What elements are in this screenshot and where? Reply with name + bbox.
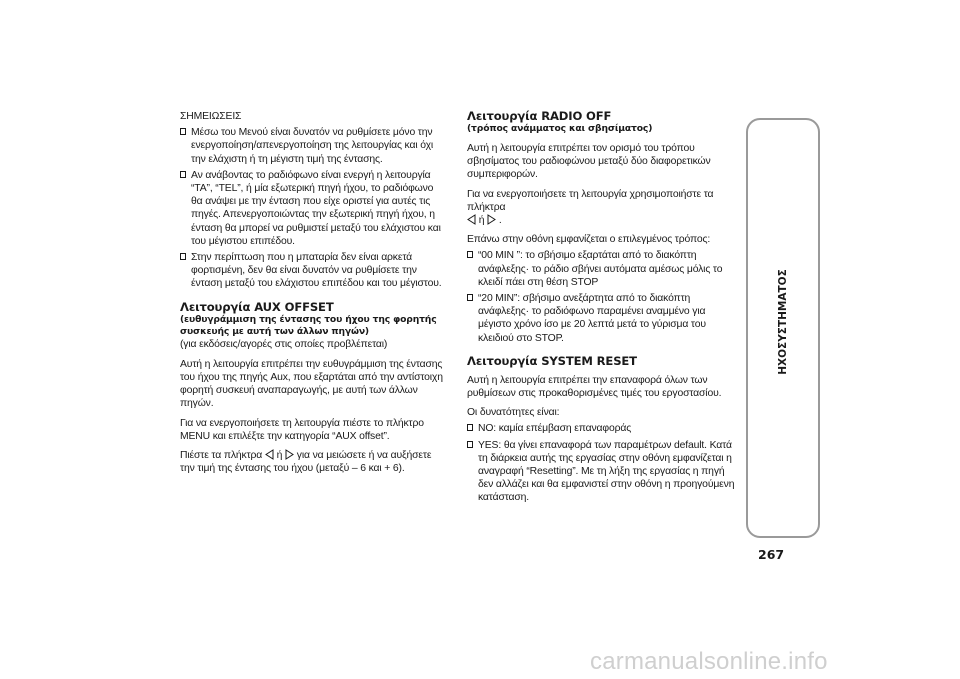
page-number: 267	[758, 547, 785, 562]
note-item: Αν ανάβοντας το ραδιόφωνο είναι ενεργή η λειτουργία “TA”, “TEL”, ή μία εξωτερική πηγή ήχου, το ραδιόφωνο θα ανάψει με την ένταση που είχε οριστεί για αυτές τις πηγές. Απενεργοποιώντας την εξωτερική πηγή ήχου, η ένταση θα μπορεί να ρυθμιστεί μεταξύ του ελάχιστου και του μέγιστου επιπέδου.	[180, 169, 447, 248]
aux-offset-paragraph: Πιέστε τα πλήκτρα ή για να μειώσετε ή να αυξήσετε την τιμή της έντασης του ήχου (μεταξύ – 6 και + 6).	[180, 450, 432, 475]
watermark: carmanualsonline.info	[590, 648, 828, 675]
note-item: Στην περίπτωση που η μπαταρία δεν είναι αρκετά φορτισμένη, δεν θα είναι δυνατόν να ρυθμίσετε την ένταση μεταξύ του ελάχιστου επιπέδου και του μέγιστου.	[180, 251, 447, 291]
radio-off-paragraph: Για να ενεργοποιήσετε τη λειτουργία χρησιμοποιήστε τα πλήκτρα ή .	[467, 188, 714, 227]
checkbox-bullet-icon	[467, 251, 473, 258]
left-arrow-key-icon	[265, 449, 274, 460]
aux-offset-availability: (για εκδόσεις/αγορές στις οποίες προβλέπεται)	[180, 338, 388, 350]
aux-offset-paragraph: Για να ενεργοποιήσετε τη λειτουργία πιέστε το πλήκτρο MENU και επιλέξτε την κατηγορία “AUX offset”.	[180, 417, 424, 442]
left-arrow-key-icon	[467, 214, 476, 225]
checkbox-bullet-icon	[467, 441, 473, 448]
right-arrow-key-icon	[285, 449, 294, 460]
aux-offset-heading: Λειτουργία AUX OFFSET	[180, 299, 334, 314]
system-reset-paragraph: Οι δυνατότητες είναι:	[467, 407, 560, 419]
note-item: Μέσω του Μενού είναι δυνατόν να ρυθμίσετε μόνο την ενεργοποίηση/απενεργοποίηση της λειτουργίας και όχι την ελάχιστη ή τη μέγιστη τιμή της έντασης.	[180, 126, 447, 166]
radio-option-item: “20 MIN”: σβήσιμο ανεξάρτητα από το διακόπτη ανάφλεξης· το ραδιόφωνο παραμένει αναμμένο για μέγιστο χρόνο ίσο με 20 λεπτά μετά το γύρισμα του κλειδιού στο STOP.	[467, 292, 735, 345]
radio-off-paragraph: Επάνω στην οθόνη εμφανίζεται ο επιλεγμένος τρόπος:	[467, 234, 711, 246]
left-column	[180, 110, 447, 481]
system-reset-paragraph: Αυτή η λειτουργία επιτρέπει την επαναφορά όλων των ρυθμίσεων στις προκαθορισμένες τιμές του εργοστασίου.	[467, 374, 722, 400]
aux-offset-paragraph: Αυτή η λειτουργία επιτρέπει την ευθυγράμμιση της έντασης του ήχου της πηγής Aux, που εξαρτάται από την αντίστοιχη φορητή συσκευή αναπαραγωγής, με αυτή των άλλων πηγών.	[180, 358, 443, 410]
checkbox-bullet-icon	[180, 253, 186, 260]
system-reset-heading: Λειτουργία SYSTEM RESET	[467, 353, 637, 368]
reset-option-item: NO: καμία επέμβαση επαναφοράς	[467, 422, 735, 435]
aux-offset-subheading: (ευθυγράμμιση της έντασης του ήχου της φορητής συσκευής με αυτή των άλλων πηγών)	[180, 313, 437, 337]
checkbox-bullet-icon	[180, 128, 186, 135]
section-tab-label: ΗΧΟΣΥΣΤΗΜΑΤΟΣ	[777, 269, 789, 375]
radio-off-subheading: (τρόπος ανάμματος και σβησίματος)	[467, 123, 653, 134]
radio-off-paragraph: Αυτή η λειτουργία επιτρέπει τον ορισμό του τρόπου σβησίματος του ραδιοφώνου μεταξύ δύο διαφορετικών συμπεριφορών.	[467, 143, 711, 181]
right-arrow-key-icon	[487, 214, 496, 225]
checkbox-bullet-icon	[467, 294, 473, 301]
notes-title: ΣΗΜΕΙΩΣΕΙΣ	[180, 111, 242, 122]
checkbox-bullet-icon	[467, 424, 473, 431]
radio-option-item: “00 MIN ”: το σβήσιμο εξαρτάται από το διακόπτη ανάφλεξης· το ράδιο σβήνει αυτόματα αμέσως μόλις το κλειδί πάει στη θέση STOP	[467, 249, 735, 289]
right-column	[467, 110, 735, 508]
reset-option-item: YES: θα γίνει επαναφορά των παραμέτρων default. Κατά τη διάρκεια αυτής της εργασίας στην οθόνη εμφανίζεται η αναγραφή “Resetting”. Με τη λήξη της εργασίας η πηγή δεν αλλάζει και θα εμφανιστεί στην οθόνη η προηγούμενη κατάσταση.	[467, 439, 735, 505]
radio-off-heading: Λειτουργία RADIO OFF	[467, 109, 612, 123]
checkbox-bullet-icon	[180, 171, 186, 178]
